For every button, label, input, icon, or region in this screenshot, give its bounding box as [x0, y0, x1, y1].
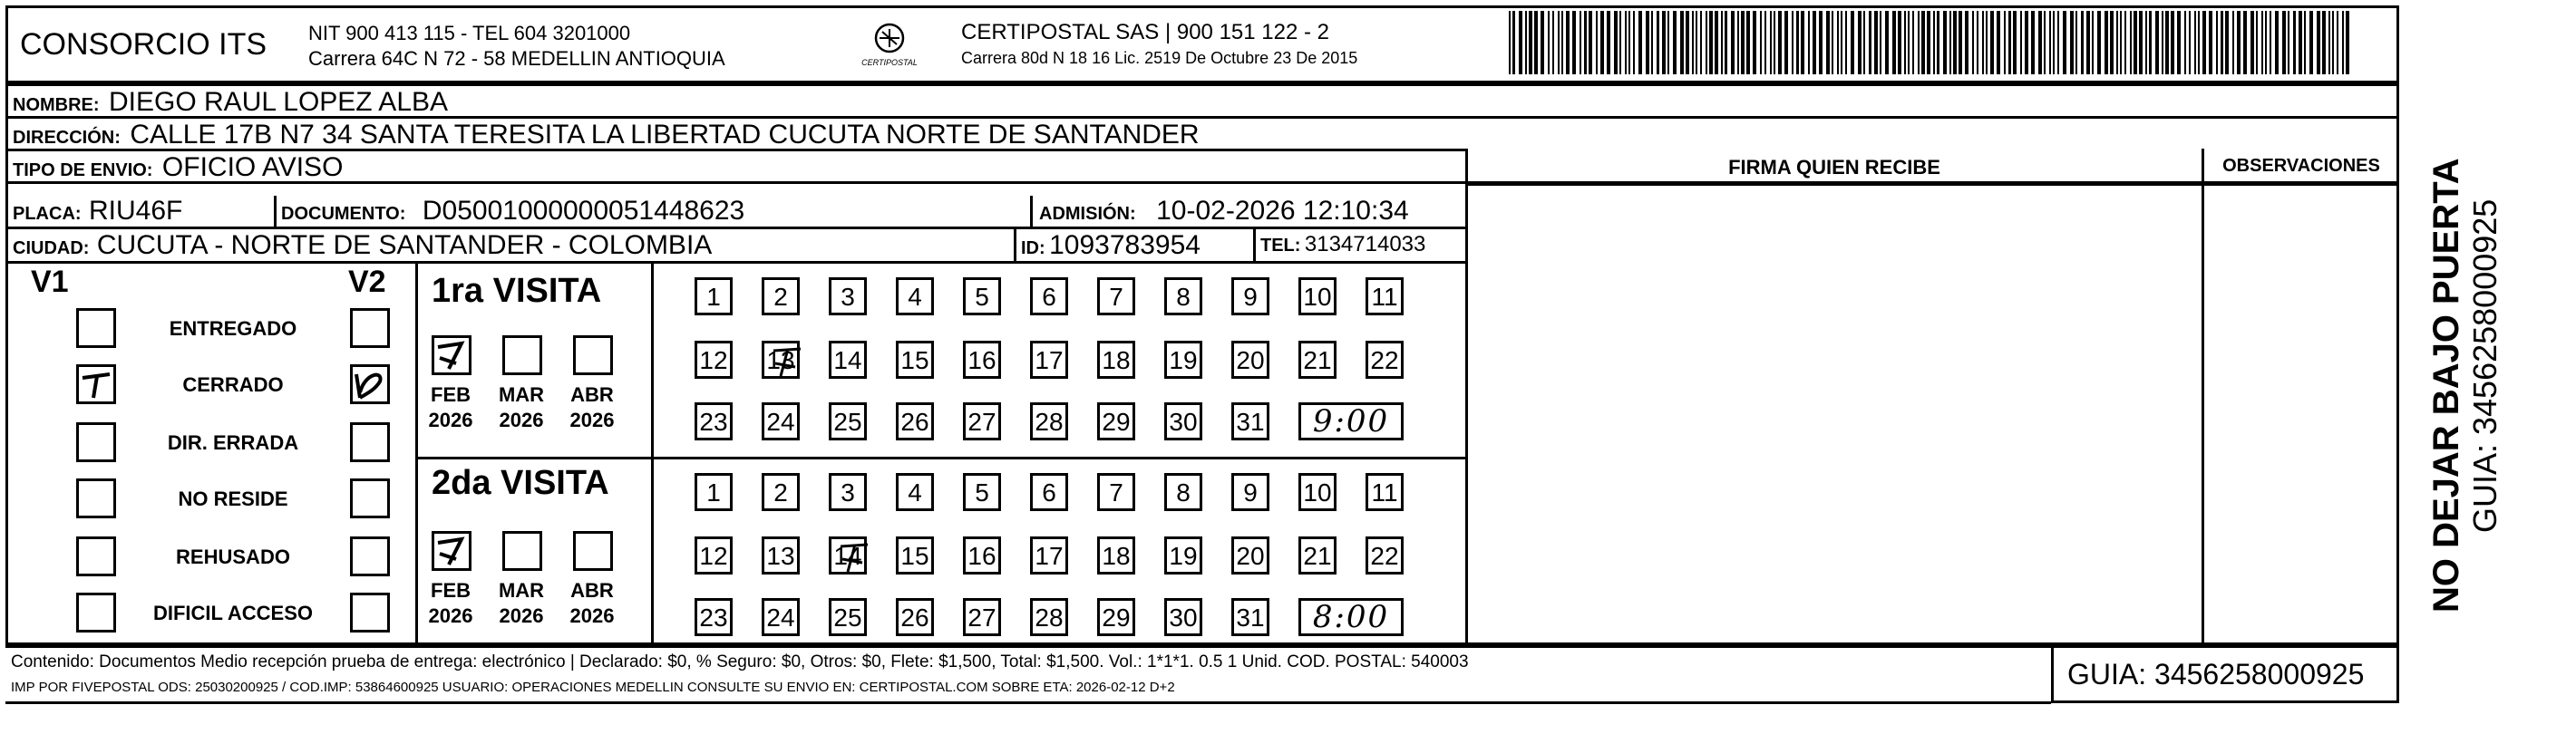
visit2-day-box[interactable]: 6 — [1030, 473, 1068, 511]
carrier-name: CERTIPOSTAL SAS | 900 151 122 - 2 — [961, 20, 1329, 44]
status-label: ENTREGADO — [169, 317, 297, 340]
visit1-day-box[interactable]: 28 — [1030, 402, 1068, 440]
visit2-day-box[interactable]: 11 — [1366, 473, 1404, 511]
status-label: CERRADO — [182, 373, 284, 396]
company-address: Carrera 64C N 72 - 58 MEDELLIN ANTIOQUIA — [308, 47, 725, 70]
visit1-day-box[interactable]: 23 — [695, 402, 733, 440]
visit1-month-checkbox[interactable] — [573, 335, 613, 375]
visit1-day-box[interactable]: 21 — [1298, 341, 1337, 379]
visit2-day-box[interactable]: 22 — [1366, 536, 1404, 575]
city-field — [13, 230, 712, 261]
visit2-day-box[interactable]: 17 — [1030, 536, 1068, 575]
address-row — [13, 120, 1200, 150]
admission-field — [1039, 196, 1409, 227]
visit2-day-box[interactable]: 30 — [1164, 598, 1202, 636]
visit1-day-box[interactable]: 1 — [695, 277, 733, 315]
visit1-day-box[interactable]: 10 — [1298, 277, 1337, 315]
status-label: DIFICIL ACCESO — [152, 602, 313, 624]
visit2-day-box[interactable]: 16 — [963, 536, 1001, 575]
certipostal-logo — [858, 20, 921, 71]
visit1-day-box[interactable]: 3 — [829, 277, 867, 315]
month-name: FEB — [431, 383, 471, 406]
visit2-month-checkbox[interactable] — [502, 531, 542, 571]
visit1-day-box[interactable]: 19 — [1164, 341, 1202, 379]
status-label: NO RESIDE — [178, 488, 288, 510]
visit1-day-box[interactable]: 5 — [963, 277, 1001, 315]
barcode — [1505, 11, 2357, 74]
visit1-day-box[interactable]: 16 — [963, 341, 1001, 379]
day-check-mark — [768, 343, 806, 381]
status-label: DIR. ERRADA — [167, 431, 299, 454]
visit2-day-box[interactable]: 15 — [896, 536, 934, 575]
plate-value: RIU46F — [89, 196, 183, 226]
v1-checkbox[interactable] — [76, 478, 116, 518]
id-label: ID: — [1021, 238, 1045, 258]
month-name: ABR — [570, 383, 614, 406]
visit2-day-box[interactable]: 14 — [829, 536, 867, 575]
visit2-day-box[interactable]: 19 — [1164, 536, 1202, 575]
day-check-mark — [835, 539, 873, 577]
visit1-day-box[interactable]: 30 — [1164, 402, 1202, 440]
visit1-day-box[interactable]: 24 — [762, 402, 800, 440]
side-warning: NO DEJAR BAJO PUERTA — [2426, 158, 2466, 613]
month-year: 2026 — [499, 409, 544, 431]
month-name: MAR — [498, 579, 545, 602]
name-value: DIEGO RAUL LOPEZ ALBA — [109, 87, 449, 117]
visit1-day-box[interactable]: 17 — [1030, 341, 1068, 379]
v2-checkbox[interactable] — [350, 478, 390, 518]
visit1-day-box[interactable]: 2 — [762, 277, 800, 315]
footer-contents: Contenido: Documentos Medio recepción prueba de entrega: electrónico | Declarado: $0, % Seguro: $0, Otros: $0, Flete: $1,500, Total: $1,500. Vol.: 1*1*1. 0.5 1 Unid. COD. POSTAL: 540003 — [11, 652, 1469, 671]
admission-label: ADMISIÓN: — [1039, 204, 1136, 224]
visit2-day-box[interactable]: 26 — [896, 598, 934, 636]
v1-checkbox[interactable] — [76, 422, 116, 462]
month-year: 2026 — [428, 604, 473, 627]
visit2-month-label — [564, 578, 620, 629]
visit2-day-box[interactable]: 5 — [963, 473, 1001, 511]
visit2-month-label — [493, 578, 549, 629]
visit2-day-box[interactable]: 28 — [1030, 598, 1068, 636]
visit2-day-box[interactable]: 10 — [1298, 473, 1337, 511]
v1-checkbox[interactable] — [76, 364, 116, 404]
send-type-row — [13, 152, 343, 183]
send-type-label: TIPO DE ENVIO: — [13, 160, 153, 180]
visit2-month-checkbox[interactable] — [432, 531, 471, 571]
month-year: 2026 — [428, 409, 473, 431]
visit1-day-box[interactable]: 15 — [896, 341, 934, 379]
visit2-time-box[interactable]: 8:00 — [1298, 598, 1404, 636]
side-guia: GUIA: 3456258000925 — [2466, 198, 2503, 533]
visit2-day-box[interactable]: 18 — [1097, 536, 1135, 575]
document-field — [281, 196, 744, 227]
v1-checkbox[interactable] — [76, 536, 116, 576]
month-year: 2026 — [569, 604, 615, 627]
visit1-day-box[interactable]: 25 — [829, 402, 867, 440]
visit2-day-box[interactable]: 13 — [762, 536, 800, 575]
visit2-day-box[interactable]: 23 — [695, 598, 733, 636]
logo-text: CERTIPOSTAL — [861, 58, 918, 67]
visit2-day-box[interactable]: 27 — [963, 598, 1001, 636]
v2-checkbox[interactable] — [350, 308, 390, 348]
observations-header: OBSERVACIONES — [2222, 156, 2380, 176]
month-name: ABR — [570, 579, 614, 602]
tel-field — [1260, 232, 1425, 257]
visit2-day-box[interactable]: 25 — [829, 598, 867, 636]
visit2-day-box[interactable]: 7 — [1097, 473, 1135, 511]
address-value: CALLE 17B N7 34 SANTA TERESITA LA LIBERTAD CUCUTA NORTE DE SANTANDER — [130, 120, 1200, 150]
admission-value: 10-02-2026 12:10:34 — [1156, 196, 1409, 226]
visit1-day-box[interactable]: 14 — [829, 341, 867, 379]
visit1-title: 1ra VISITA — [432, 272, 602, 310]
visit1-day-box[interactable]: 6 — [1030, 277, 1068, 315]
visit1-day-box[interactable]: 8 — [1164, 277, 1202, 315]
v2-checkbox[interactable] — [350, 422, 390, 462]
id-value: 1093783954 — [1049, 230, 1201, 260]
visit1-day-box[interactable]: 7 — [1097, 277, 1135, 315]
visit1-day-box[interactable]: 4 — [896, 277, 934, 315]
month-year: 2026 — [499, 604, 544, 627]
footer-guia: GUIA: 3456258000925 — [2067, 658, 2365, 691]
document-value: D05001000000051448623 — [422, 196, 745, 226]
visit1-month-checkbox[interactable] — [502, 335, 542, 375]
v2-checkbox[interactable] — [350, 536, 390, 576]
v2-checkbox[interactable] — [350, 593, 390, 633]
visit1-day-box[interactable]: 27 — [963, 402, 1001, 440]
tel-value: 3134714033 — [1304, 232, 1426, 256]
visit2-day-box[interactable]: 21 — [1298, 536, 1337, 575]
send-type-value: OFICIO AVISO — [161, 152, 344, 182]
address-label: DIRECCIÓN: — [13, 128, 121, 148]
visit1-day-box[interactable]: 12 — [695, 341, 733, 379]
company-name: CONSORCIO ITS — [20, 27, 267, 62]
status-label: REHUSADO — [176, 546, 290, 568]
visit2-day-box[interactable]: 29 — [1097, 598, 1135, 636]
visit2-day-box[interactable]: 20 — [1231, 536, 1269, 575]
visit2-day-box[interactable]: 12 — [695, 536, 733, 575]
visit1-day-box[interactable]: 26 — [896, 402, 934, 440]
visit1-month-label — [564, 382, 620, 433]
v2-checkbox[interactable] — [350, 364, 390, 404]
city-value: CUCUTA - NORTE DE SANTANDER - COLOMBIA — [96, 230, 713, 260]
visit2-day-box[interactable]: 9 — [1231, 473, 1269, 511]
v1-label: V1 — [31, 265, 69, 299]
plate-label: PLACA: — [13, 204, 82, 224]
signature-header: FIRMA QUIEN RECIBE — [1728, 156, 1940, 179]
month-name: FEB — [431, 579, 471, 602]
visit2-day-box[interactable]: 2 — [762, 473, 800, 511]
visit1-day-box[interactable]: 29 — [1097, 402, 1135, 440]
visit1-day-box[interactable]: 18 — [1097, 341, 1135, 379]
visit1-time-box[interactable]: 9:00 — [1298, 402, 1404, 440]
footer-imp: IMP POR FIVEPOSTAL ODS: 25030200925 / COD.IMP: 53864600925 USUARIO: OPERACIONES MEDELLIN CONSULTE SU ENVIO EN: CERTIPOSTAL.COM SOBRE ETA: 2026-02-12 D+2 — [11, 680, 1175, 695]
visit1-day-box[interactable]: 13 — [762, 341, 800, 379]
tel-label: TEL: — [1260, 236, 1301, 256]
visit2-day-box[interactable]: 31 — [1231, 598, 1269, 636]
name-row — [13, 87, 448, 118]
visit2-day-box[interactable]: 24 — [762, 598, 800, 636]
visit1-month-checkbox[interactable] — [432, 335, 471, 375]
visit1-month-label — [423, 382, 479, 433]
month-name: MAR — [498, 383, 545, 406]
month-year: 2026 — [569, 409, 615, 431]
plate-field — [13, 196, 182, 227]
visit2-month-label — [423, 578, 479, 629]
city-label: CIUDAD: — [13, 238, 90, 258]
v1-checkbox[interactable] — [76, 593, 116, 633]
company-nit: NIT 900 413 115 - TEL 604 3201000 — [308, 22, 631, 44]
visit1-day-box[interactable]: 22 — [1366, 341, 1404, 379]
visit2-day-box[interactable]: 4 — [896, 473, 934, 511]
v2-label: V2 — [348, 265, 386, 299]
visit1-day-box[interactable]: 31 — [1231, 402, 1269, 440]
visit2-day-box[interactable]: 8 — [1164, 473, 1202, 511]
document-label: DOCUMENTO: — [281, 204, 406, 224]
visit2-month-checkbox[interactable] — [573, 531, 613, 571]
visit2-day-box[interactable]: 3 — [829, 473, 867, 511]
carrier-address: Carrera 80d N 18 16 Lic. 2519 De Octubre 23 De 2015 — [961, 49, 1358, 67]
visit2-day-box[interactable]: 1 — [695, 473, 733, 511]
visit2-title: 2da VISITA — [432, 464, 609, 502]
visit1-month-label — [493, 382, 549, 433]
id-field — [1021, 230, 1201, 261]
visit1-day-box[interactable]: 11 — [1366, 277, 1404, 315]
name-label: NOMBRE: — [13, 95, 100, 115]
v1-checkbox[interactable] — [76, 308, 116, 348]
visit1-day-box[interactable]: 20 — [1231, 341, 1269, 379]
visit1-day-box[interactable]: 9 — [1231, 277, 1269, 315]
